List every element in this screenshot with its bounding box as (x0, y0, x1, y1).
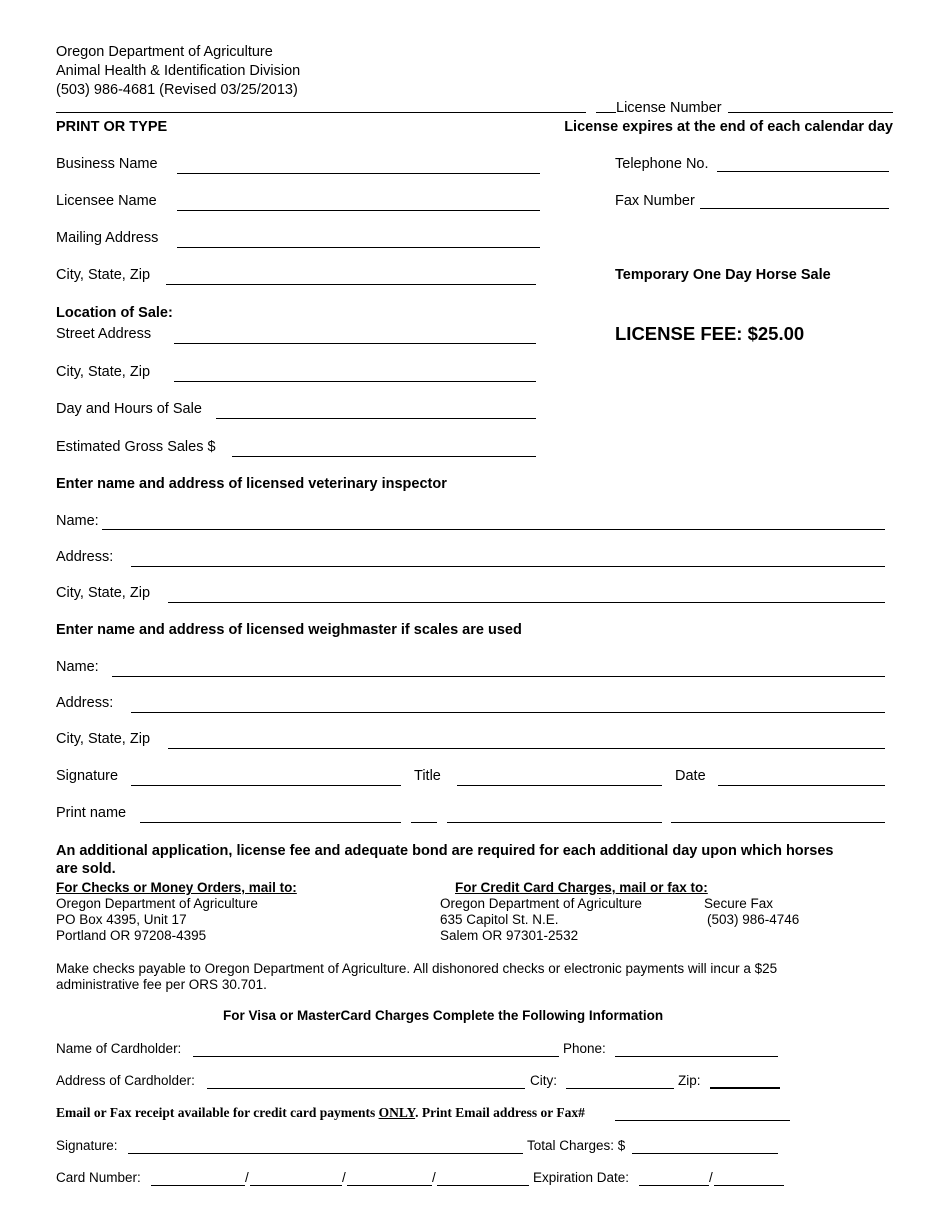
card-zip-label: Zip: (678, 1073, 701, 1088)
email-receipt-note (56, 1105, 585, 1121)
gross-sales-label: Estimated Gross Sales $ (56, 439, 216, 455)
expiration-label: Expiration Date: (533, 1170, 630, 1185)
cardholder-name-field[interactable] (193, 1056, 559, 1057)
email-note-part-1: Email or Fax receipt available for credit card payments (56, 1105, 376, 1120)
card-heading: For Visa or MasterCard Charges Complete the Following Information (223, 1008, 664, 1023)
cardholder-name-label: Name of Cardholder: (56, 1041, 182, 1056)
street-address-field[interactable] (174, 343, 536, 344)
expires-note: License expires at the end of each calendar day (564, 119, 893, 135)
location-heading: Location of Sale: (56, 305, 173, 321)
card-number-slash-1: / (245, 1170, 249, 1185)
licensee-name-field[interactable] (177, 210, 540, 211)
weighmaster-name-label: Name: (56, 659, 99, 675)
city-state-zip-label: City, State, Zip (56, 267, 151, 283)
cardholder-address-label: Address of Cardholder: (56, 1073, 195, 1088)
checks-line-2: PO Box 4395, Unit 17 (56, 912, 187, 927)
card-number-field-1[interactable] (151, 1185, 245, 1186)
weighmaster-heading: Enter name and address of licensed weighmaster if scales are used (56, 622, 522, 638)
agency-name: Oregon Department of Agriculture (56, 44, 273, 60)
print-or-type: PRINT OR TYPE (56, 119, 168, 135)
card-number-field-3[interactable] (347, 1185, 432, 1186)
signature-field[interactable] (131, 785, 401, 786)
expiration-year-field[interactable] (714, 1185, 784, 1186)
card-number-slash-2: / (342, 1170, 346, 1185)
notice-line-2: are sold. (56, 861, 116, 877)
date-field[interactable] (718, 785, 885, 786)
checks-heading: For Checks or Money Orders, mail to: (56, 880, 297, 895)
card-city-field[interactable] (566, 1088, 674, 1089)
license-number-field[interactable] (728, 112, 893, 113)
city-state-zip-field[interactable] (166, 284, 536, 285)
payable-line-2: administrative fee per ORS 30.701. (56, 977, 267, 992)
business-name-field[interactable] (177, 173, 540, 174)
payable-line-1: Make checks payable to Oregon Department of Agriculture. All dishonored checks or electronic payments will incur a $25 (56, 961, 778, 976)
sale-type: Temporary One Day Horse Sale (615, 267, 831, 283)
mailing-address-label: Mailing Address (56, 230, 159, 246)
license-number-label: License Number (616, 100, 722, 116)
cc-line-3: Salem OR 97301-2532 (440, 928, 579, 943)
cc-line-1: Oregon Department of Agriculture (440, 896, 642, 911)
weighmaster-address-label: Address: (56, 695, 114, 711)
cc-line-2: 635 Capitol St. N.E. (440, 912, 559, 927)
vet-address-field[interactable] (131, 566, 885, 567)
expiration-month-field[interactable] (639, 1185, 709, 1186)
card-city-label: City: (530, 1073, 557, 1088)
phone-revised: (503) 986-4681 (Revised 03/25/2013) (56, 82, 298, 98)
street-address-label: Street Address (56, 326, 152, 342)
checks-line-3: Portland OR 97208-4395 (56, 928, 207, 943)
notice-line-1: An additional application, license fee and adequate bond are required for each additional day upon which horses (56, 843, 834, 859)
title-field[interactable] (457, 785, 662, 786)
weighmaster-city-state-zip-field[interactable] (168, 748, 885, 749)
card-signature-label: Signature: (56, 1138, 118, 1153)
vet-name-field[interactable] (102, 529, 885, 530)
print-name-rule-2 (411, 822, 437, 823)
card-number-label: Card Number: (56, 1170, 141, 1185)
total-charges-label: Total Charges: $ (527, 1138, 626, 1153)
expiration-slash: / (709, 1170, 713, 1185)
signature-label: Signature (56, 768, 119, 784)
fax-label: Fax Number (615, 193, 695, 209)
vet-city-state-zip-label: City, State, Zip (56, 585, 151, 601)
card-number-slash-3: / (432, 1170, 436, 1185)
email-note-part-2: . Print Email address or Fax# (415, 1105, 585, 1120)
location-city-state-zip-label: City, State, Zip (56, 364, 151, 380)
cc-heading: For Credit Card Charges, mail or fax to: (455, 880, 708, 895)
vet-address-label: Address: (56, 549, 114, 565)
mailing-address-field[interactable] (177, 247, 540, 248)
secure-fax-label: Secure Fax (704, 896, 774, 911)
print-name-rule-3 (447, 822, 662, 823)
card-number-field-4[interactable] (437, 1185, 529, 1186)
division-name: Animal Health & Identification Division (56, 63, 301, 79)
secure-fax-number: (503) 986-4746 (707, 912, 800, 927)
weighmaster-name-field[interactable] (112, 676, 885, 677)
business-name-label: Business Name (56, 156, 158, 172)
card-signature-field[interactable] (128, 1153, 523, 1154)
gross-sales-field[interactable] (232, 456, 536, 457)
print-name-rule-4 (671, 822, 885, 823)
telephone-field[interactable] (717, 171, 889, 172)
weighmaster-city-state-zip-label: City, State, Zip (56, 731, 151, 747)
location-city-state-zip-field[interactable] (174, 381, 536, 382)
print-name-label: Print name (56, 805, 127, 821)
date-label: Date (675, 768, 706, 784)
weighmaster-address-field[interactable] (131, 712, 885, 713)
vet-city-state-zip-field[interactable] (168, 602, 885, 603)
email-fax-field[interactable] (615, 1120, 790, 1121)
card-phone-field[interactable] (615, 1056, 778, 1057)
day-hours-field[interactable] (216, 418, 536, 419)
total-charges-field[interactable] (632, 1153, 778, 1154)
vet-name-label: Name: (56, 513, 99, 529)
print-name-field[interactable] (140, 822, 401, 823)
fax-field[interactable] (700, 208, 889, 209)
telephone-label: Telephone No. (615, 156, 709, 172)
cardholder-address-field[interactable] (207, 1088, 525, 1089)
licensee-name-label: Licensee Name (56, 193, 157, 209)
card-number-field-2[interactable] (250, 1185, 342, 1186)
day-hours-label: Day and Hours of Sale (56, 401, 202, 417)
card-phone-label: Phone: (563, 1041, 606, 1056)
vet-heading: Enter name and address of licensed veterinary inspector (56, 476, 447, 492)
email-note-only: ONLY (378, 1105, 416, 1120)
title-label: Title (414, 768, 441, 784)
license-fee: LICENSE FEE: $25.00 (615, 323, 805, 344)
license-number-rule-a (596, 112, 616, 113)
card-zip-field[interactable] (710, 1087, 780, 1089)
header-rule-left (56, 112, 586, 113)
checks-line-1: Oregon Department of Agriculture (56, 896, 258, 911)
